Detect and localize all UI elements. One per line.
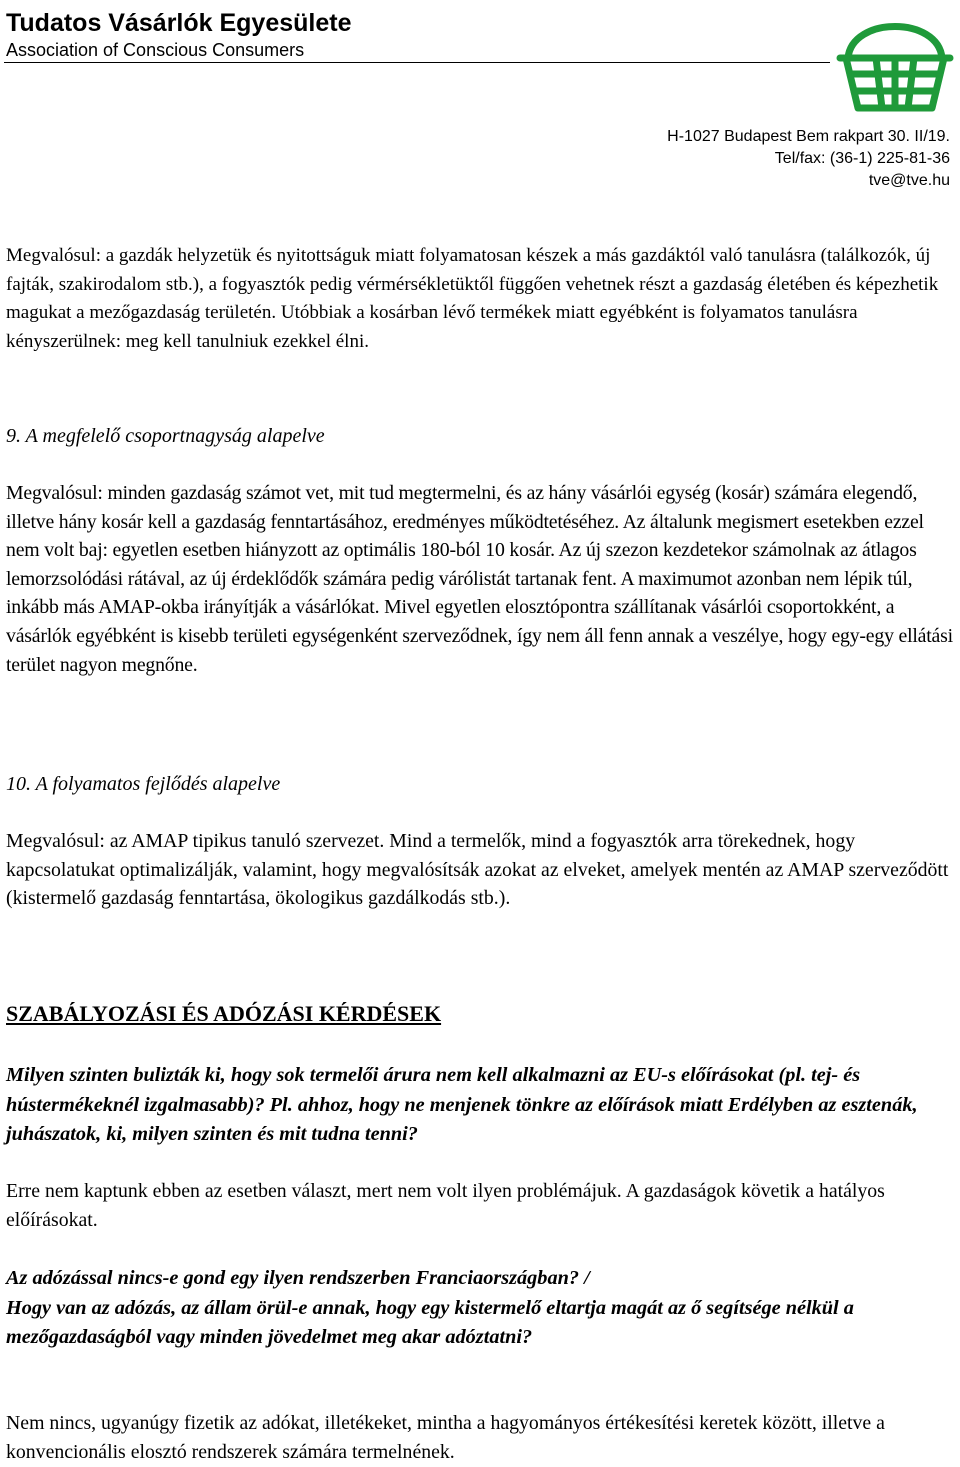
- heading-number: 9.: [6, 425, 21, 447]
- paragraph-group-size: Megvalósul: minden gazdaság számot vet, mit tud megtermelni, és az hány vásárlói egység (kosár) számára elegendő, illetve hány kosár kell a gazdaság fenntartásához, eredményes működtetéséhez. Az általunk megismert esetekben ezzel nem volt baj: egyetlen esetben hiányzott az optimális 180-ból 10 kosár. Az új szezon kezdetekor számolnak az átlagos lemorzsolódási rátával, az új érdeklődők számára pedig várólistát tartanak fent. A maximumot azonban nem lépik túl, inkább más AMAP-okba irányítják a vásárlókat. Mivel egyetlen elosztópontra szállítanak vásárlói csoportokként, a vásárlók egyébként is kisebb területi egységenként szerveződnek, így nem áll fenn annak a veszélye, hogy egy-egy ellátási terület nagyon megnőne.: [6, 482, 953, 676]
- question-taxation-rest: Hogy van az adózás, az állam örül-e annak, hogy egy kistermelő eltartja magát az ő segítsége nélkül a mezőgazdaságból vagy minden jövedelmet meg akar adóztatni?: [6, 1296, 854, 1348]
- section-title: SZABÁLYOZÁSI ÉS ADÓZÁSI KÉRDÉSEK: [6, 1001, 442, 1026]
- paragraph-development: Megvalósul: az AMAP tipikus tanuló szervezet. Mind a termelők, mind a fogyasztók arra törekednek, hogy kapcsolatukat optimalizálják, valamint, hogy megvalósítsák azokat az elveket, amelyek mentén az AMAP szerveződött (kistermelő gazdaság fenntartása, ökologikus gazdálkodás stb.).: [6, 830, 949, 910]
- heading-principle-9: [6, 422, 325, 450]
- address: H-1027 Budapest Bem rakpart 30. II/19.: [667, 128, 950, 145]
- heading-title: A folyamatos fejlődés alapelve: [35, 773, 281, 795]
- question-taxation-line1: Az adózással nincs-e gond egy ilyen rendszerben Franciaországban? /: [6, 1267, 590, 1289]
- organization-name-english: Association of Conscious Consumers: [6, 40, 305, 60]
- heading-number: 10.: [6, 773, 31, 795]
- email-link[interactable]: tve@tve.hu: [868, 172, 950, 189]
- answer-eu-rules: Erre nem kaptunk ebben az esetben választ, mert nem volt ilyen problémájuk. A gazdaságok követik a hatályos előírásokat.: [6, 1180, 885, 1231]
- answer-taxation: Nem nincs, ugyanúgy fizetik az adókat, illetékeket, mintha a hagyományos értékesítési keretek között, illetve a konvencionális elosztó rendszerek számára termelnének.: [6, 1412, 885, 1463]
- basket-icon: [830, 2, 960, 118]
- heading-title: A megfelelő csoportnagyság alapelve: [25, 425, 325, 447]
- question-eu-rules: Milyen szinten bulizták ki, hogy sok termelői árura nem kell alkalmazni az EU-s előírásokat (pl. tej- és hústermékeknél izgalmasabb)? Pl. ahhoz, hogy ne menjenek tönkre az előírások miatt Erdélyben az esztenák, juhászatok, ki, milyen szinten és mit tudna tenni?: [6, 1064, 918, 1145]
- header-divider: [4, 62, 830, 63]
- phone: Tel/fax: (36-1) 225-81-36: [774, 150, 950, 167]
- organization-name: Tudatos Vásárlók Egyesülete: [6, 9, 352, 37]
- heading-principle-10: [6, 770, 280, 798]
- paragraph-learning: Megvalósul: a gazdák helyzetük és nyitottságuk miatt folyamatosan készek a más gazdáktól való tanulásra (találkozók, új fajták, szakirodalom stb.), a fogyasztók pedig vérmérsékletüktől függően vehetnek részt a gazdaság életében és képezhetik magukat a mezőgazdaság területén. Utóbbiak a kosárban lévő termékek miatt egyébként is folyamatos tanulásra kényszerülnek: meg kell tanulniuk ezekkel élni.: [6, 245, 939, 352]
- contact-block: [667, 126, 950, 192]
- question-taxation: [6, 1264, 956, 1353]
